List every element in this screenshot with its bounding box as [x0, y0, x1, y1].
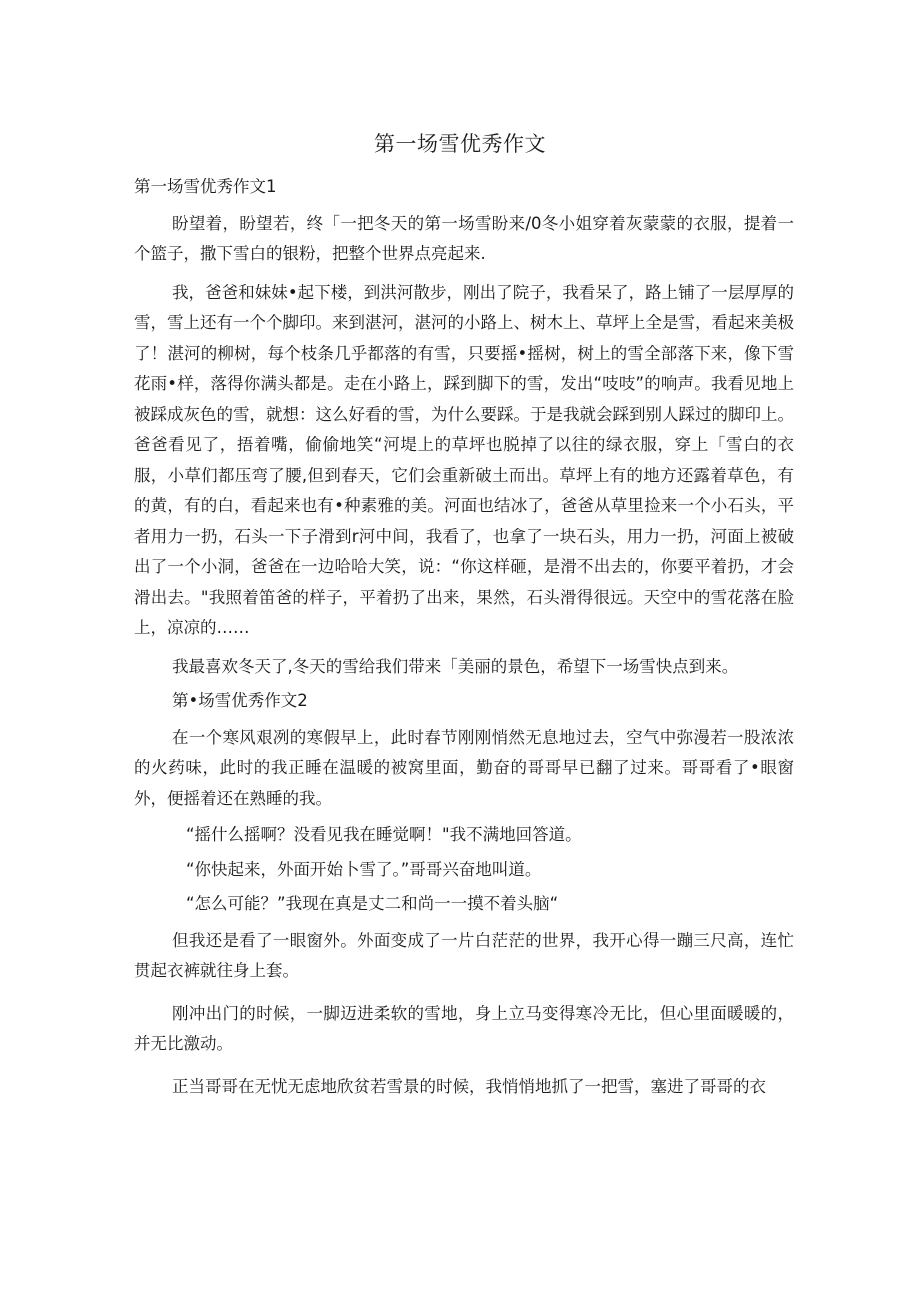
- paragraph: 我最喜欢冬天了,冬天的雪给我们带来「美丽的景色，希望下一场雪快点到来。: [172, 656, 739, 676]
- paragraph: 但我还是看了一眼窗外。外面变成了一片白茫茫的世界，我开心得一蹦三尺高，连忙贯起衣裤就往身上套。: [134, 930, 794, 980]
- section-heading-1: 第一场雪优秀作文1: [134, 177, 277, 196]
- document-title: 第一场雪优秀作文: [374, 132, 546, 156]
- document-body: [134, 172, 794, 1102]
- paragraph: 我，爸爸和妹妹•起下楼，到洪河散步，刚出了院子，我看呆了，路上铺了一层厚厚的雪，雪上还有一个个脚印。来到湛河，湛河的小路上、树木上、草坪上全是雪，看起来美极了！湛河的柳树，每个枝条几乎都落的有雪，只要摇•摇树，树上的雪全部落下来，像下雪花雨•样，落得你满头都是。走在小路上，踩到脚下的雪，发出“吱吱”的响声。我看见地上被踩成灰色的雪，就想：这么好看的雪，为什么要踩。于是我就会踩到别人踩过的脚印上。爸爸看见了，捂着嘴，偷偷地笑“河堤上的草坪也脱掉了以往的绿衣服，穿上「雪白的衣服，小草们都压弯了腰,但到春天，它们会重新破土而出。草坪上有的地方还露着草色，有的黄，有的白，看起来也有•种素雅的美。河面也结冰了，爸爸从草里捡来一个小石头，平者用力一扔，石头一下子滑到r河中间，我看了，也拿了一块石头，用力一扔，河面上被破出了一个小洞，爸爸在一边哈哈大笑，说：“你这样砸，是滑不出去的，你要平着扔，才会滑出去。"我照着笛爸的样子，平着扔了出来，果然，石头滑得很远。天空中的雪花落在脸上，凉凉的……: [134, 282, 794, 637]
- paragraph: 在一个寒风艰冽的寒假早上，此时春节刚刚悄然无息地过去，空气中弥漫若一股浓浓的火药味，此时的我正睡在温暖的被窝里面，勤奋的哥哥早已翻了过来。哥哥看了•眼窗外，便摇着还在熟睡的我。: [134, 727, 794, 808]
- paragraph: 盼望着，盼望若，终「一把冬天的第一场雪盼来/0冬小姐穿着灰蒙蒙的衣服，提着一个篮子，撒下雪白的银粉，把整个世界点亮起来.: [134, 213, 794, 263]
- paragraph: “摇什么摇啊？没看见我在睡觉啊！"我不满地回答道。: [186, 825, 582, 844]
- paragraph: 刚冲出门的时候，一脚迈进柔软的雪地，身上立马变得寒冷无比，但心里面暖暖的，并无比激动。: [134, 1003, 794, 1053]
- paragraph: 正当哥哥在无忧无虑地欣贫若雪景的时候，我悄悄地抓了一把雪，塞进了哥哥的衣: [172, 1076, 766, 1096]
- paragraph: “你快起来，外面开始卜雪了。”哥哥兴奋地叫道。: [186, 859, 542, 879]
- section-heading-2: 第•场雪优秀作文2: [172, 691, 308, 710]
- paragraph: “怎么可能？”我现在真是丈二和尚一一摸不着头脑“: [186, 894, 559, 913]
